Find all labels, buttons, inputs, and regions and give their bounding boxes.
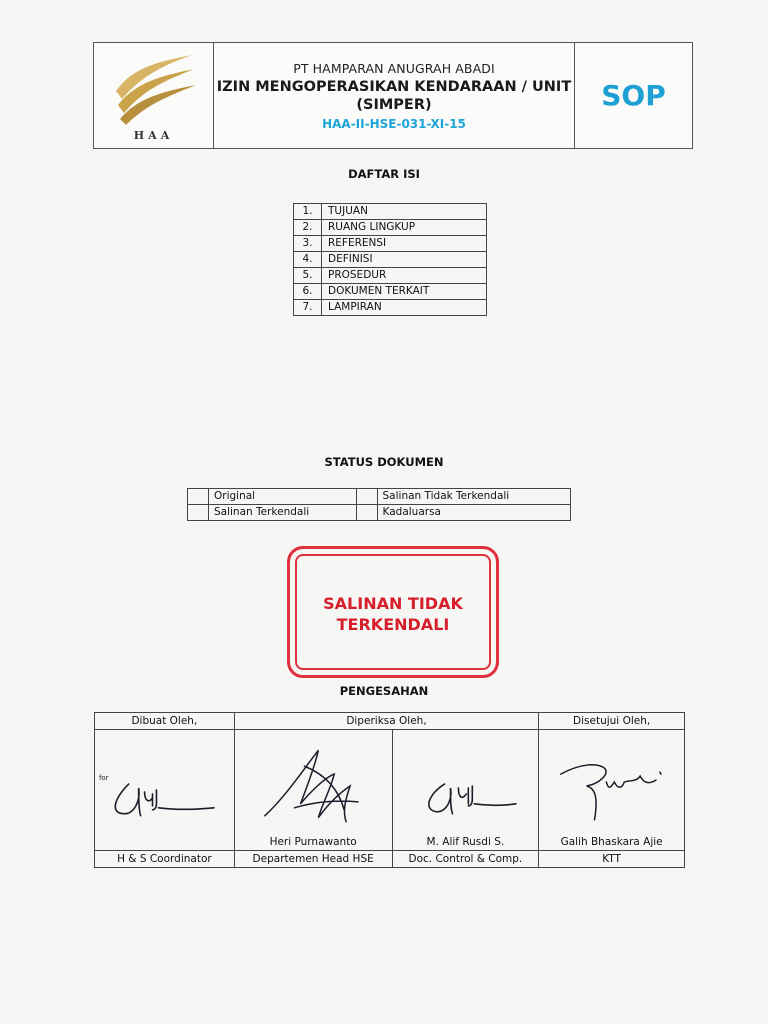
status-checkbox[interactable] [188, 505, 209, 521]
signature-icon [539, 738, 684, 834]
signer-role: Departemen Head HSE [234, 851, 392, 868]
toc-num: 2. [294, 220, 322, 236]
signature-cell [234, 730, 392, 851]
toc-label: DEFINISI [322, 252, 487, 268]
toc-heading: DAFTAR ISI [348, 167, 420, 181]
signer-role: Doc. Control & Comp. [392, 851, 539, 868]
logo-cell [94, 43, 214, 148]
signature-note: for [98, 774, 109, 783]
toc-num: 1. [294, 204, 322, 220]
toc-label: TUJUAN [322, 204, 487, 220]
toc-num: 3. [294, 236, 322, 252]
status-option-label: Salinan Terkendali [209, 505, 357, 521]
stamp-line2: TERKENDALI [336, 615, 450, 634]
toc-row [294, 268, 487, 284]
toc-label: PROSEDUR [322, 268, 487, 284]
toc-row [294, 284, 487, 300]
status-heading: STATUS DOKUMEN [324, 455, 444, 469]
status-checkbox[interactable] [356, 505, 377, 521]
approval-header-row [95, 713, 685, 730]
document-title-line2: (SIMPER) [356, 97, 432, 113]
status-option-label: Original [209, 489, 357, 505]
status-row [188, 489, 571, 505]
signer-name: M. Alif Rusdi S. [426, 836, 505, 848]
document-title-line1: IZIN MENGOPERASIKAN KENDARAAN / UNIT [216, 79, 572, 95]
logo-text: HAA [133, 129, 174, 142]
company-name: PT HAMPARAN ANUGRAH ABADI [293, 61, 495, 76]
status-row [188, 505, 571, 521]
checked-by-label: Diperiksa Oleh, [234, 713, 538, 730]
toc-label: LAMPIRAN [322, 300, 487, 316]
status-option-label: Kadaluarsa [377, 505, 570, 521]
uncontrolled-copy-stamp [287, 546, 499, 678]
signer-name: Galih Bhaskara Ajie [560, 836, 663, 848]
status-checkbox[interactable] [356, 489, 377, 505]
made-by-label: Dibuat Oleh, [95, 713, 235, 730]
status-option-label: Salinan Tidak Terkendali [377, 489, 570, 505]
stamp-line1: SALINAN TIDAK [323, 594, 463, 613]
doc-type-label: SOP [601, 79, 666, 112]
toc-row [294, 236, 487, 252]
approved-by-label: Disetujui Oleh, [539, 713, 685, 730]
signature-icon [235, 738, 392, 834]
toc-num: 7. [294, 300, 322, 316]
stamp-text [290, 593, 496, 635]
signer-name: Heri Purnawanto [269, 836, 357, 848]
signature-cell [392, 730, 539, 851]
toc-row [294, 220, 487, 236]
role-row [95, 851, 685, 868]
document-code: HAA-II-HSE-031-XI-15 [322, 117, 466, 131]
toc-label: RUANG LINGKUP [322, 220, 487, 236]
signature-cell [95, 730, 235, 851]
signer-role: KTT [539, 851, 685, 868]
status-table [187, 488, 571, 521]
document-header [93, 42, 693, 149]
approval-heading: PENGESAHAN [339, 684, 429, 698]
title-cell [214, 43, 575, 148]
toc-row [294, 204, 487, 220]
signer-role: H & S Coordinator [95, 851, 235, 868]
toc-num: 6. [294, 284, 322, 300]
signer-name [95, 835, 234, 849]
document-title [214, 78, 574, 114]
status-checkbox[interactable] [188, 489, 209, 505]
toc-num: 4. [294, 252, 322, 268]
doc-type-cell [575, 43, 692, 148]
toc-label: REFERENSI [322, 236, 487, 252]
signature-icon [95, 738, 234, 834]
toc-table [293, 203, 487, 316]
signature-cell [539, 730, 685, 851]
company-logo-icon [108, 51, 200, 127]
signature-icon [393, 738, 539, 834]
signature-row [95, 730, 685, 851]
toc-num: 5. [294, 268, 322, 284]
approval-table [94, 712, 685, 868]
toc-row [294, 300, 487, 316]
toc-label: DOKUMEN TERKAIT [322, 284, 487, 300]
toc-row [294, 252, 487, 268]
